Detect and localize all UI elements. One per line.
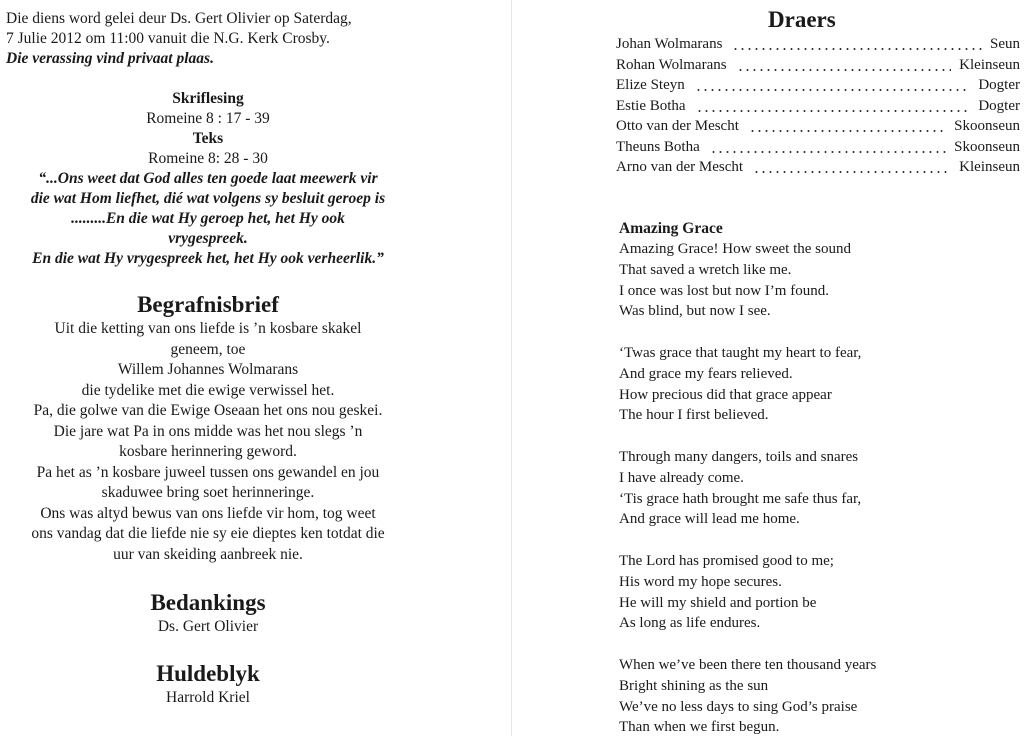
bearer-name: Elize Steyn (616, 77, 685, 93)
bearers-list (616, 34, 1020, 178)
thanks-heading: Bedankings (150, 590, 266, 615)
hymn (619, 219, 1009, 738)
hymn-stanza (619, 551, 1009, 634)
bearer-name: Arno van der Mescht (616, 159, 744, 175)
bearer-name: Theuns Botha (616, 138, 700, 155)
bearer-row (616, 34, 1020, 55)
letter-line: die tydelike met die ewige verwissel het. (81, 381, 335, 399)
letter-line: Uit die ketting van ons liefde is ’n kosbare skakel (54, 320, 362, 337)
hymn-line: Through many dangers, toils and snares (619, 448, 859, 465)
bearer-relation: Seun (990, 36, 1020, 52)
letter-line: uur van skeiding aanbreek nie. (113, 545, 303, 563)
letter-line: Pa, die golwe van die Ewige Oseaan het ons nou geskei. (33, 402, 383, 419)
leader-dots (696, 110, 970, 112)
thanks-name: Ds. Gert Olivier (157, 618, 259, 635)
leader-dots (732, 48, 982, 50)
leader-dots (753, 171, 951, 173)
verse-line: .........En die wat Hy geroep het, het Hy ook (71, 210, 345, 227)
right-page (512, 0, 1024, 736)
hymn-line: The hour I first believed. (619, 407, 769, 424)
tribute-block (0, 660, 416, 709)
text-ref: Romeine 8: 28 - 30 (148, 150, 268, 167)
hymn-line: ‘Tis grace hath brought me safe thus far, (619, 490, 862, 507)
hymn-line: And grace my fears relieved. (619, 365, 793, 382)
thanks-block (0, 589, 416, 638)
bearer-name: Estie Botha (616, 97, 686, 114)
hymn-line: Than when we first begun. (619, 719, 780, 736)
verse-line: vrygespreek. (168, 230, 248, 247)
bearer-name: Johan Wolmarans (616, 36, 723, 52)
leader-dots (737, 69, 951, 71)
letter-line: ons vandag dat die liefde nie sy eie dieptes ken totdat die (31, 525, 385, 542)
bearer-row (616, 55, 1020, 76)
hymn-line: As long as life endures. (619, 615, 761, 632)
verse-line: En die wat Hy vrygespreek het, het Hy ook verheerlik.” (32, 250, 384, 267)
letter-line: Willem Johannes Wolmarans (117, 361, 299, 378)
bearer-name: Otto van der Mescht (616, 118, 739, 134)
text-heading: Teks (192, 130, 224, 147)
bearer-row (616, 116, 1020, 137)
bearer-relation: Skoonseun (954, 118, 1020, 134)
hymn-line: Amazing Grace! How sweet the sound (619, 241, 852, 257)
bearer-relation: Kleinseun (959, 159, 1020, 175)
leader-dots (749, 130, 946, 132)
scripture-block (0, 89, 416, 269)
bearer-row (616, 137, 1020, 158)
leader-dots (710, 151, 946, 153)
service-intro (6, 9, 406, 69)
leader-dots (695, 89, 970, 91)
hymn-line: And grace will lead me home. (619, 511, 800, 528)
scripture-reading-heading: Skriflesing (172, 90, 244, 107)
letter-line: Die jare wat Pa in ons midde was het nou slegs ’n (53, 422, 363, 440)
hymn-stanza (619, 655, 1009, 738)
verse-line: die wat Hom liefhet, dié wat volgens sy besluit geroep is (30, 190, 386, 207)
hymn-line: Bright shining as the sun (619, 677, 769, 694)
bearer-row (616, 157, 1020, 178)
bearer-relation: Dogter (978, 97, 1020, 114)
intro-line: 7 Julie 2012 om 11:00 vanuit die N.G. Kerk Crosby. (6, 30, 330, 47)
tribute-name: Harrold Kriel (166, 689, 250, 706)
hymn-line: ‘Twas grace that taught my heart to fear, (619, 344, 862, 361)
scripture-reading-ref: Romeine 8 : 17 - 39 (146, 110, 270, 127)
hymn-stanza (619, 239, 1009, 322)
hymn-line: When we’ve been there ten thousand years (619, 656, 877, 673)
bearer-row (616, 75, 1020, 96)
bearer-relation: Kleinseun (959, 56, 1020, 73)
bearers-heading: Draers (768, 7, 836, 32)
hymn-line: I have already come. (619, 469, 744, 486)
letter-line: skaduwee bring soet herinneringe. (101, 484, 315, 501)
hymn-line: He will my shield and portion be (619, 594, 817, 611)
left-page (0, 0, 512, 736)
letter-heading: Begrafnisbrief (137, 292, 279, 317)
letter-line: Ons was altyd bewus van ons liefde vir hom, tog weet (40, 504, 376, 522)
bearer-row (616, 96, 1020, 117)
hymn-line: His word my hope secures. (619, 573, 782, 590)
hymn-stanza (619, 447, 1009, 530)
hymn-title: Amazing Grace (619, 220, 723, 237)
intro-emphasis: Die verassing vind privaat plaas. (6, 50, 214, 67)
letter-line: geneem, toe (170, 340, 246, 358)
letter-line: Pa het as ’n kosbare juweel tussen ons gewandel en jou (36, 463, 380, 481)
hymn-line: The Lord has promised good to me; (619, 552, 834, 569)
bearer-name: Rohan Wolmarans (616, 56, 727, 73)
bearer-relation: Dogter (978, 77, 1020, 93)
hymn-line: We’ve no less days to sing God’s praise (619, 698, 858, 715)
letter-line: kosbare herinnering geword. (119, 443, 297, 460)
hymn-stanza (619, 343, 1009, 426)
bearer-relation: Skoonseun (954, 138, 1020, 155)
hymn-line: That saved a wretch like me. (619, 261, 792, 278)
tribute-heading: Huldeblyk (156, 661, 260, 686)
funeral-letter (0, 291, 416, 565)
verse-line: “...Ons weet dat God alles ten goede laat meewerk vir (38, 170, 378, 187)
hymn-line: Was blind, but now I see. (619, 303, 771, 320)
hymn-line: I once was lost but now I’m found. (619, 282, 829, 299)
hymn-line: How precious did that grace appear (619, 386, 832, 403)
intro-line: Die diens word gelei deur Ds. Gert Olivier op Saterdag, (6, 10, 352, 27)
